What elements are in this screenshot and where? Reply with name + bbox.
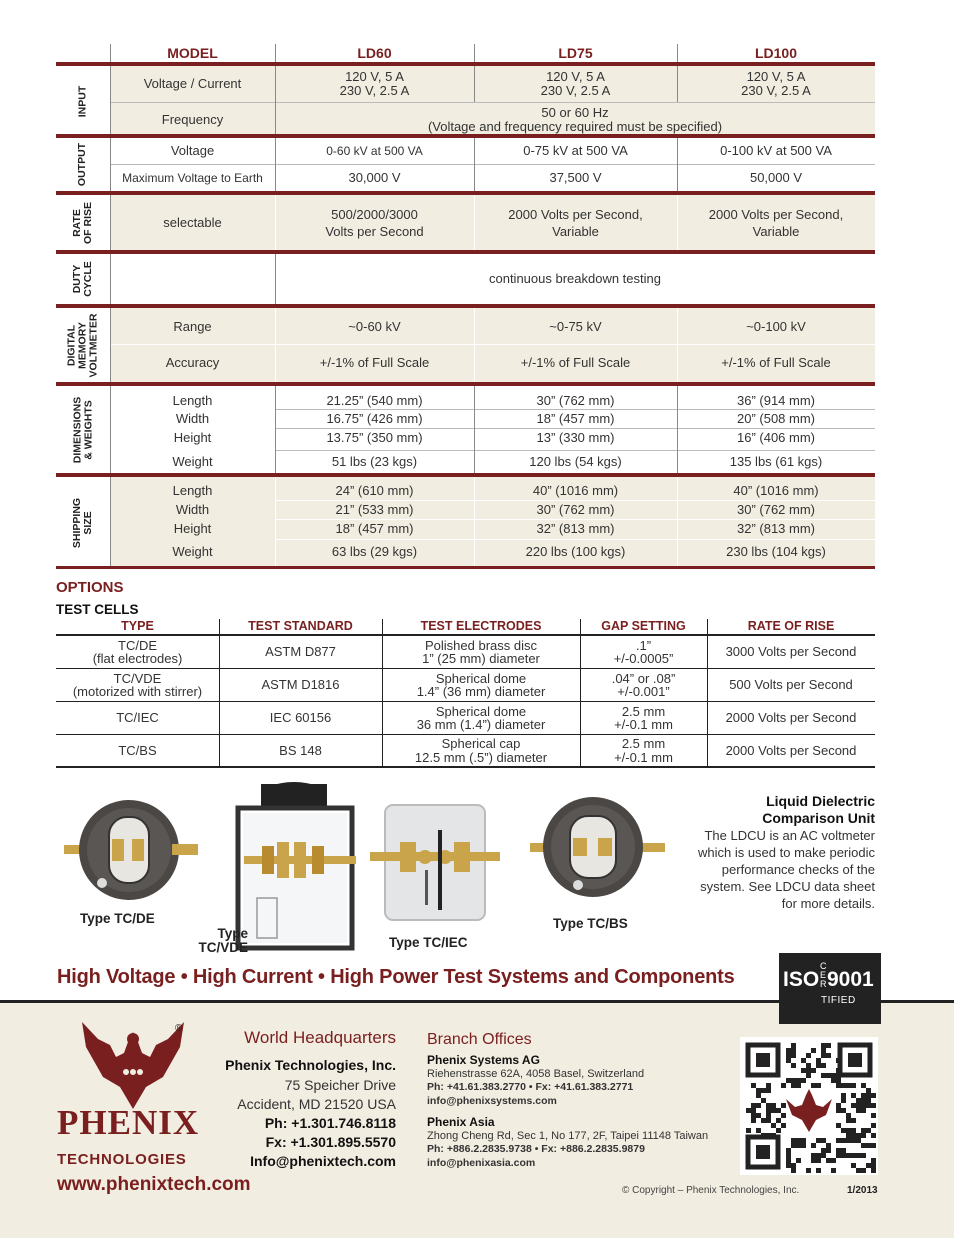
section-duty-label: DUTY CYCLE bbox=[71, 261, 94, 297]
row-name: Voltage / Current bbox=[143, 76, 242, 91]
value-ld100: 50,000 V bbox=[749, 170, 803, 185]
tc-row-standard: ASTM D1816 bbox=[261, 677, 340, 693]
row-name: Frequency bbox=[161, 111, 224, 127]
value-ld100: 230 lbs (104 kgs) bbox=[726, 544, 826, 559]
row-name: Length bbox=[172, 393, 213, 408]
value-span: 50 or 60 Hz (Voltage and frequency required must be specified) bbox=[427, 104, 723, 134]
tc-row-standard: BS 148 bbox=[279, 742, 322, 758]
value-ld75: 13” (330 mm) bbox=[536, 430, 615, 445]
row-name: Range bbox=[173, 319, 212, 334]
hq-phone: Ph: +1.301.746.8118 bbox=[264, 1115, 396, 1131]
row-name: Height bbox=[173, 430, 212, 445]
header-ld75: LD75 bbox=[558, 45, 593, 61]
value-span: continuous breakdown testing bbox=[488, 271, 661, 286]
row-name: Voltage bbox=[170, 143, 215, 158]
value-ld100: 135 lbs (61 kgs) bbox=[729, 454, 823, 469]
value-ld100: 2000 Volts per Second, Variable bbox=[708, 206, 844, 239]
row-name: Accuracy bbox=[165, 355, 220, 370]
value-ld75: ~0-75 kV bbox=[549, 319, 602, 334]
value-ld60: 500/2000/3000 Volts per Second bbox=[325, 206, 424, 239]
value-ld60: 0-60 kV at 500 VA bbox=[326, 144, 423, 158]
section-rate-label: RATE OF RISE bbox=[70, 201, 94, 244]
row-name: Width bbox=[175, 502, 210, 517]
tc-row-type: TC/DE (flat electrodes) bbox=[92, 637, 183, 666]
value-ld100: ~0-100 kV bbox=[746, 319, 806, 334]
value-ld75: 120 V, 5 A 230 V, 2.5 A bbox=[540, 69, 611, 98]
value-ld60: 120 V, 5 A 230 V, 2.5 A bbox=[339, 69, 410, 98]
asia-addr: Zhong Cheng Rd, Sec 1, No 177, 2F, Taipei 11148 Taiwan bbox=[427, 1130, 709, 1142]
value-ld75: 40” (1016 mm) bbox=[532, 483, 619, 498]
value-ld60: ~0-60 kV bbox=[348, 319, 401, 334]
logo-name: PHENIX bbox=[57, 1103, 200, 1142]
hq-email[interactable]: Info@phenixtech.com bbox=[250, 1153, 396, 1169]
value-ld100: 36” (914 mm) bbox=[736, 393, 816, 408]
value-ld60: 13.75” (350 mm) bbox=[326, 430, 423, 445]
test-cells-subtitle: TEST CELLS bbox=[56, 602, 139, 617]
value-ld100: 20” (508 mm) bbox=[736, 411, 816, 426]
ag-phone: Ph: +41.61.383.2770 • Fx: +41.61.383.2771 bbox=[427, 1081, 634, 1093]
hq-company: Phenix Technologies, Inc. bbox=[225, 1057, 396, 1073]
caption-tc-bs: Type TC/BS bbox=[553, 916, 628, 931]
hq-city: Accident, MD 21520 USA bbox=[237, 1096, 396, 1112]
tc-de-image bbox=[64, 795, 204, 905]
section-ship-label: SHIPPING SIZE bbox=[71, 497, 94, 548]
value-ld60: 63 lbs (29 kgs) bbox=[331, 544, 418, 559]
value-ld60: 51 lbs (23 kgs) bbox=[331, 454, 418, 469]
hq-fax: Fx: +1.301.895.5570 bbox=[265, 1134, 396, 1150]
website-link[interactable]: www.phenixtech.com bbox=[57, 1174, 251, 1195]
value-ld60: 21” (533 mm) bbox=[335, 502, 414, 517]
tagline: High Voltage • High Current • High Power Test Systems and Components bbox=[57, 966, 735, 988]
value-ld75: 30” (762 mm) bbox=[536, 393, 615, 408]
row-name: Height bbox=[173, 521, 212, 536]
tc-row-type: TC/BS bbox=[118, 742, 157, 758]
caption-tc-iec: Type TC/IEC bbox=[389, 935, 468, 950]
tc-header-type: TYPE bbox=[121, 619, 154, 633]
header-ld60: LD60 bbox=[357, 45, 392, 61]
value-ld60: 18” (457 mm) bbox=[335, 521, 414, 536]
tc-iec-image bbox=[370, 800, 500, 930]
value-ld60: 16.75” (426 mm) bbox=[326, 411, 423, 426]
value-ld75: 18” (457 mm) bbox=[536, 411, 615, 426]
caption-tc-vde: Type TC/VDE bbox=[198, 926, 248, 955]
phoenix-logo-icon bbox=[78, 1017, 188, 1112]
asia-name: Phenix Asia bbox=[427, 1115, 495, 1129]
section-output-label: OUTPUT bbox=[76, 142, 89, 187]
value-ld100: 0-100 kV at 500 VA bbox=[720, 143, 832, 158]
caption-tc-de: Type TC/DE bbox=[80, 911, 155, 926]
tc-row-gap: .04” or .08” +/-0.001” bbox=[611, 670, 676, 699]
row-name: Weight bbox=[172, 454, 213, 469]
value-ld100: 30” (762 mm) bbox=[736, 502, 816, 517]
value-ld75: 220 lbs (100 kgs) bbox=[525, 544, 626, 559]
hq-street: 75 Speicher Drive bbox=[284, 1077, 396, 1093]
section-dims-label: DIMENSIONS & WEIGHTS bbox=[71, 396, 95, 463]
value-ld75: 0-75 kV at 500 VA bbox=[523, 143, 628, 158]
value-ld75: 2000 Volts per Second, Variable bbox=[508, 206, 643, 239]
tc-row-type: TC/VDE (motorized with stirrer) bbox=[72, 670, 203, 699]
footer: ® PHENIX TECHNOLOGIES www.phenixtech.com World Headquarters Phenix Technologies, Inc. 75 Speicher Drive Accident, MD 21520 USA Ph: +1.301.746.8118 Fx: +1.301.895.5570 Info@phenixtech.com Branch Offices Phenix Systems AG Riehenstrasse 62A, 4058 Basel, Switzerland Ph: +41.61.383.2770 • Fx: +41.61.383.2771 info@phenixsystems.com Phenix Asia Zhong Cheng Rd, Sec 1, No 177, 2F, Taipei 11148 Taiwan Ph: +886.2.2835.9738 • Fx: +886.2.2835.9879 info@phenixasia.com © Copyright – Phenix Technologies, Inc. 1/2013 bbox=[0, 1000, 954, 1238]
branch-title: Branch Offices bbox=[427, 1031, 532, 1048]
tc-header-rate: RATE OF RISE bbox=[747, 619, 835, 633]
row-name: Maximum Voltage to Earth bbox=[122, 171, 263, 185]
ag-name: Phenix Systems AG bbox=[427, 1053, 540, 1067]
value-ld75: 30” (762 mm) bbox=[536, 502, 615, 517]
tc-row-rate: 2000 Volts per Second bbox=[725, 710, 857, 726]
row-name: Weight bbox=[172, 544, 213, 559]
value-ld60: 21.25” (540 mm) bbox=[326, 393, 423, 408]
qr-code-icon[interactable] bbox=[740, 1037, 878, 1175]
ldcu-text: The LDCU is an AC voltmeter which is used to make periodic performance checks of the system. See LDCU data sheet for more details. bbox=[697, 828, 875, 911]
tc-row-electrodes: Spherical dome 36 mm (1.4”) diameter bbox=[416, 703, 546, 732]
asia-email[interactable]: info@phenixasia.com bbox=[427, 1157, 536, 1169]
section-input-label: INPUT bbox=[76, 85, 89, 117]
value-ld75: 32” (813 mm) bbox=[536, 521, 615, 536]
tc-row-gap: .1” +/-0.0005” bbox=[613, 637, 674, 666]
value-ld100: 16” (406 mm) bbox=[736, 430, 816, 445]
value-ld75: 120 lbs (54 kgs) bbox=[529, 454, 622, 469]
value-ld60: 30,000 V bbox=[348, 170, 401, 185]
value-ld100: +/-1% of Full Scale bbox=[721, 355, 831, 370]
tc-row-type: TC/IEC bbox=[116, 710, 159, 726]
tc-header-standard: TEST STANDARD bbox=[248, 619, 353, 633]
value-ld75: 37,500 V bbox=[549, 170, 602, 185]
logo-sub: TECHNOLOGIES bbox=[57, 1151, 187, 1168]
tc-row-gap: 2.5 mm +/-0.1 mm bbox=[614, 703, 673, 732]
tc-row-standard: IEC 60156 bbox=[269, 710, 332, 726]
row-name: Width bbox=[175, 411, 210, 426]
tc-row-electrodes: Polished brass disc 1” (25 mm) diameter bbox=[422, 637, 540, 666]
value-ld100: 40” (1016 mm) bbox=[733, 483, 819, 498]
tc-row-gap: 2.5 mm +/-0.1 mm bbox=[614, 736, 673, 765]
value-ld60: 24” (610 mm) bbox=[335, 483, 414, 498]
value-ld100: 120 V, 5 A 230 V, 2.5 A bbox=[741, 69, 811, 98]
value-ld100: 32” (813 mm) bbox=[736, 521, 816, 536]
iso-badge: ISO C E R 9001 TIFIED bbox=[779, 953, 881, 1024]
options-title: OPTIONS bbox=[56, 579, 124, 596]
ldcu-title: Liquid Dielectric Comparison Unit bbox=[762, 793, 875, 826]
ag-addr: Riehenstrasse 62A, 4058 Basel, Switzerland bbox=[427, 1068, 645, 1080]
row-name: Length bbox=[172, 483, 213, 498]
copyright: © Copyright – Phenix Technologies, Inc. bbox=[622, 1185, 800, 1196]
tc-vde-image bbox=[232, 778, 357, 953]
value-ld75: +/-1% of Full Scale bbox=[520, 355, 631, 370]
row-name: selectable bbox=[163, 214, 222, 230]
tc-row-electrodes: Spherical cap 12.5 mm (.5”) diameter bbox=[414, 736, 548, 765]
tc-row-rate: 2000 Volts per Second bbox=[725, 742, 857, 758]
tc-row-electrodes: Spherical dome 1.4” (36 mm) diameter bbox=[416, 670, 546, 699]
ag-email[interactable]: info@phenixsystems.com bbox=[427, 1095, 557, 1107]
header-ld100: LD100 bbox=[754, 45, 798, 61]
tc-header-gap: GAP SETTING bbox=[601, 619, 686, 633]
section-dmv-label: DIGITAL MEMORY VOLTMETER bbox=[65, 313, 100, 377]
value-ld60: +/-1% of Full Scale bbox=[319, 355, 430, 370]
tc-row-standard: ASTM D877 bbox=[265, 644, 336, 660]
tc-row-rate: 3000 Volts per Second bbox=[725, 644, 857, 660]
hq-title: World Headquarters bbox=[244, 1028, 396, 1047]
date-code: 1/2013 bbox=[847, 1185, 878, 1196]
header-model: MODEL bbox=[167, 45, 218, 61]
asia-phone: Ph: +886.2.2835.9738 • Fx: +886.2.2835.9879 bbox=[427, 1143, 645, 1155]
tc-header-electrodes: TEST ELECTRODES bbox=[420, 619, 542, 633]
tc-row-rate: 500 Volts per Second bbox=[729, 677, 853, 693]
